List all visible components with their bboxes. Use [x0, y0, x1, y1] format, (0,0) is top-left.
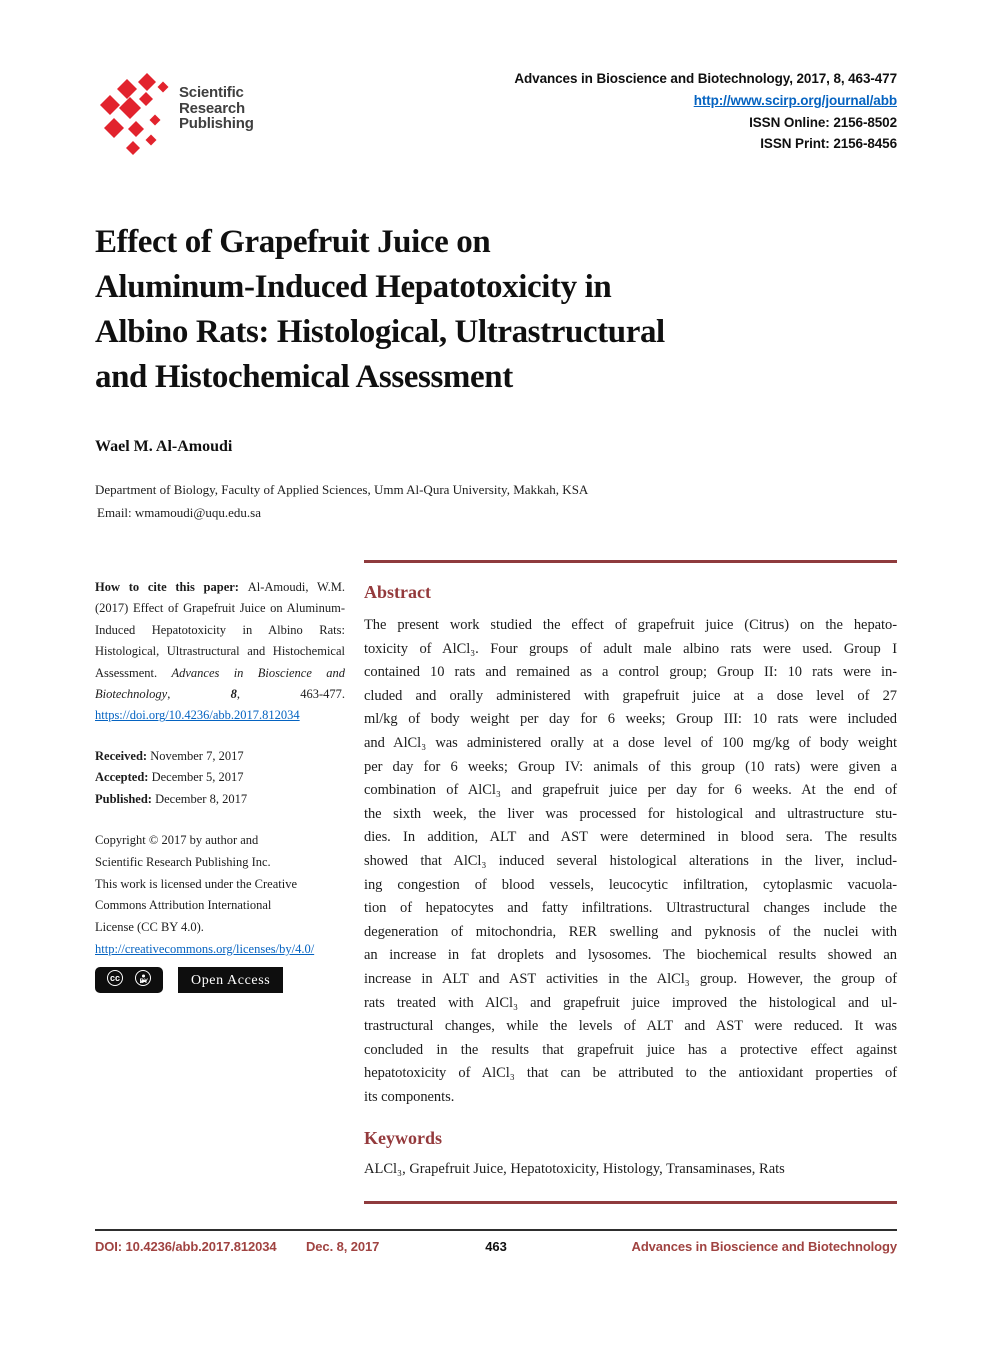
footer-journal-name: Advances in Bioscience and Biotechnology — [631, 1239, 897, 1254]
cite-volume: 8 — [230, 687, 237, 702]
cite-pages: , 463-477. — [236, 687, 345, 702]
dates-block — [95, 746, 345, 810]
cc-icon: cc — [107, 970, 123, 986]
cc-by-text: BY — [139, 979, 148, 986]
publisher-logo — [100, 72, 254, 156]
author-affiliation: Department of Biology, Faculty of Applied Sciences, Umm Al-Qura University, Makkah, KSA — [95, 482, 589, 497]
journal-header — [514, 68, 897, 155]
scirp-diamonds-icon — [100, 72, 170, 156]
bottom-divider — [364, 1201, 897, 1204]
article-title: Effect of Grapefruit Juice on Aluminum-Induced Hepatotoxicity in Albino Rats: Histological, Ultrastructural and Histochemical Assessment — [95, 224, 665, 395]
footer-page-number: 463 — [485, 1239, 507, 1254]
abstract-text: The present work studied the effect of grapefruit juice (Citrus) on the hepato- toxicity of AlCl₃. Four groups of adult male albino rats were used. Group I contained 10 rats and remained as a control group; Group II: 10 rats were in- cluded and orally administered with grapefruit juice at a dose level of 27 ml/kg of body weight per day for 6 weeks; Group III: 10 rats were included and AlCl₃ was administered orally at a dose level of 100 mg/kg of body weight per day for 6 weeks; Group IV: animals of this group (10 rats) were given a combination of AlCl₃ and grapefruit juice per day for 6 weeks. At the end of the sixth week, the liver was processed for histological and ultrastructure stu- dies. In addition, ALT and AST were determined in blood sera. The results showed that AlCl₃ induced several histological alterations in the liver, includ- ing congestion of blood vessels, leucocytic infiltration, cytoplasmic vacuola- tion of hepatocytes and fatty infiltrations. Ultrastructural changes include the degeneration of mitochondria, RER swelling and pyknosis of the nuclei with an increase in fat droplets and lysosomes. The biochemical results showed an increase in ALT and AST activities in the AlCl₃ group. However, the group of rats treated with AlCl₃ and grapefruit juice improved the histological and ul- trastructural changes, while the levels of ALT and AST were reduced. It was concluded in the results that grapefruit juice has a protective effect against hepatotoxicity of AlCl₃ that can be attributed to the antioxidant properties of its components. — [364, 617, 897, 1105]
footer-date: Dec. 8, 2017 — [306, 1239, 380, 1254]
cite-body: Al-Amoudi, W.M. (2017) Effect of Grapefruit Juice on Aluminum-Induced Hepatotoxicity in Albino Rats: Histological, Ultrastructural and Histochemical Assessment. — [95, 580, 345, 680]
publisher-name: Scientific Research Publishing — [179, 84, 254, 132]
journal-citation-line: Advances in Bioscience and Biotechnology, 2017, 8, 463-477 — [514, 71, 897, 86]
open-access-badge: Open Access — [178, 967, 283, 993]
author-email: Email: wmamoudi@uqu.edu.sa — [97, 505, 261, 520]
cite-label: How to cite this paper: — [95, 580, 248, 594]
keywords-text: ALCl₃, Grapefruit Juice, Hepatotoxicity, Histology, Transaminases, Rats — [364, 1161, 785, 1178]
published-line: Published: December 8, 2017 — [95, 791, 248, 806]
author-name: Wael M. Al-Amoudi — [95, 438, 233, 455]
top-divider — [364, 560, 897, 563]
received-line: Received: November 7, 2017 — [95, 748, 244, 763]
page-footer — [95, 1229, 897, 1254]
license-badges — [95, 967, 345, 993]
journal-url-link[interactable]: http://www.scirp.org/journal/abb — [693, 92, 897, 108]
cite-journal: Advances in Bioscience and Biotechnology — [95, 665, 345, 702]
sidebar — [95, 577, 345, 993]
doi-link[interactable]: https://doi.org/10.4236/abb.2017.812034 — [95, 708, 300, 723]
footer-doi: DOI: 10.4236/abb.2017.812034 — [95, 1239, 277, 1254]
main-column — [364, 560, 897, 1204]
copyright-block: Copyright © 2017 by author and Scientific Research Publishing Inc. This work is licensed under the Creative Commons Attribution International License (CC BY 4.0). — [95, 833, 298, 935]
abstract-heading: Abstract — [364, 582, 431, 602]
license-link[interactable]: http://creativecommons.org/licenses/by/4.0/ — [95, 942, 315, 957]
how-to-cite-block: How to cite this paper: Al-Amoudi, W.M. (2017) Effect of Grapefruit Juice on Aluminum-Induced Hepatotoxicity in Albino Rats: Histological, Ultrastructural and Histochemical Assessment. Advances in Bioscience and Biotechnology, 8, 463-477. https://doi.org/10.4236/abb.2017.812034 — [95, 577, 345, 727]
accepted-line: Accepted: December 5, 2017 — [95, 770, 244, 785]
issn-online: ISSN Online: 2156-8502 — [749, 114, 897, 130]
keywords-heading: Keywords — [364, 1128, 442, 1149]
cc-by-badge[interactable] — [95, 967, 163, 993]
issn-print: ISSN Print: 2156-8456 — [760, 136, 897, 152]
